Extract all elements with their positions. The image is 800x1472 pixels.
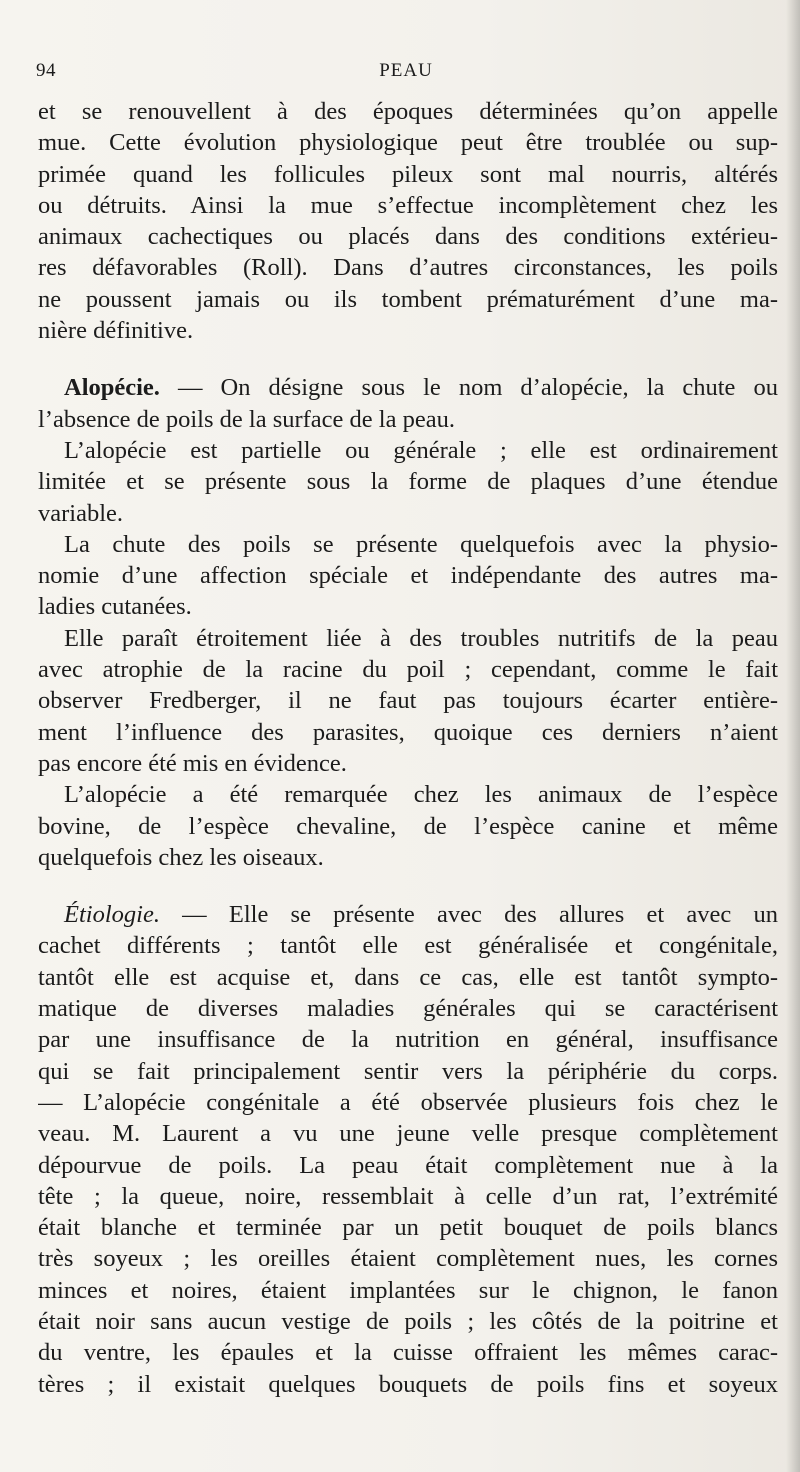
- section-heading-alopecie: Alopécie.: [64, 374, 160, 402]
- text-line: ladies cutanées.: [38, 593, 192, 621]
- text-line: variable.: [38, 499, 124, 527]
- text-line: matique de diverses maladies générales qui se caractérisent: [38, 995, 778, 1023]
- body-text: [38, 96, 778, 1400]
- text-line: L’alopécie est partielle ou générale ; elle est ordinairement: [64, 436, 778, 464]
- text-line: tête ; la queue, noire, ressemblait à celle d’un rat, l’extrémité: [38, 1182, 778, 1210]
- page-number: 94: [36, 60, 56, 81]
- text-line: dépourvue de poils. La peau était complètement nue à la: [38, 1151, 778, 1179]
- text-line: cachet différents ; tantôt elle est généralisée et congénitale,: [38, 932, 778, 960]
- text-line: pas encore été mis en évidence.: [38, 749, 347, 777]
- text-fragment: — On désigne sous le nom d’alopécie, la chute ou: [159, 374, 778, 402]
- text-line: tantôt elle est acquise et, dans ce cas, elle est tantôt sympto-: [38, 963, 778, 991]
- page-header: [36, 60, 776, 90]
- text-line: l’absence de poils de la surface de la peau.: [38, 405, 455, 433]
- text-line: minces et noires, étaient implantées sur le chignon, le fanon: [38, 1276, 778, 1304]
- text-line: bovine, de l’espèce chevaline, de l’espèce canine et même: [38, 812, 778, 840]
- section-first-line: [38, 372, 778, 403]
- text-line: veau. M. Laurent a vu une jeune velle presque complètement: [38, 1120, 778, 1148]
- text-line: était noir sans aucun vestige de poils ; les côtés de la poitrine et: [38, 1307, 778, 1335]
- text-line: par une insuffisance de la nutrition en général, insuffisance: [38, 1026, 778, 1054]
- text-line: ne poussent jamais ou ils tombent prématurément d’une ma-: [38, 285, 778, 313]
- text-line: et se renouvellent à des époques déterminées qu’on appelle: [38, 98, 778, 125]
- text-line: limitée et se présente sous la forme de plaques d’une étendue: [38, 468, 778, 496]
- text-line: quelquefois chez les oiseaux.: [38, 843, 324, 871]
- text-line: La chute des poils se présente quelquefois avec la physio-: [64, 530, 778, 558]
- text-line: nomie d’une affection spéciale et indépendante des autres ma-: [38, 562, 778, 590]
- text-line: primée quand les follicules pileux sont mal nourris, altérés: [38, 160, 778, 188]
- text-line: ment l’influence des parasites, quoique ces derniers n’aient: [38, 718, 778, 746]
- text-line: Elle paraît étroitement liée à des troubles nutritifs de la peau: [64, 624, 778, 652]
- text-line: était blanche et terminée par un petit bouquet de poils blancs: [38, 1214, 778, 1242]
- text-line: animaux cachectiques ou placés dans des conditions extérieu-: [38, 223, 778, 251]
- page-edge-shadow: [786, 0, 800, 1472]
- text-line: L’alopécie a été remarquée chez les animaux de l’espèce: [64, 781, 778, 809]
- text-line: du ventre, les épaules et la cuisse offraient les mêmes carac-: [38, 1339, 778, 1367]
- text-line: nière définitive.: [38, 317, 194, 345]
- text-line: mue. Cette évolution physiologique peut être troublée ou sup-: [38, 129, 778, 157]
- text-fragment: — Elle se présente avec des allures et avec un: [159, 901, 778, 929]
- text-line: avec atrophie de la racine du poil ; cependant, comme le fait: [38, 656, 778, 684]
- text-line: qui se fait principalement sentir vers la périphérie du corps.: [38, 1057, 778, 1085]
- text-line: — L’alopécie congénitale a été observée plusieurs fois chez le: [38, 1088, 778, 1116]
- text-line: très soyeux ; les oreilles étaient complètement nues, les cornes: [38, 1245, 778, 1273]
- text-line: tères ; il existait quelques bouquets de poils fins et soyeux: [38, 1370, 778, 1398]
- running-title: PEAU: [379, 60, 433, 81]
- section-heading-etiologie: Étiologie.: [64, 901, 160, 929]
- text-line: observer Fredberger, il ne faut pas toujours écarter entière-: [38, 687, 778, 715]
- section-first-line: [38, 899, 778, 930]
- text-line: ou détruits. Ainsi la mue s’effectue incomplètement chez les: [38, 191, 778, 219]
- text-line: res défavorables (Roll). Dans d’autres circonstances, les poils: [38, 254, 778, 282]
